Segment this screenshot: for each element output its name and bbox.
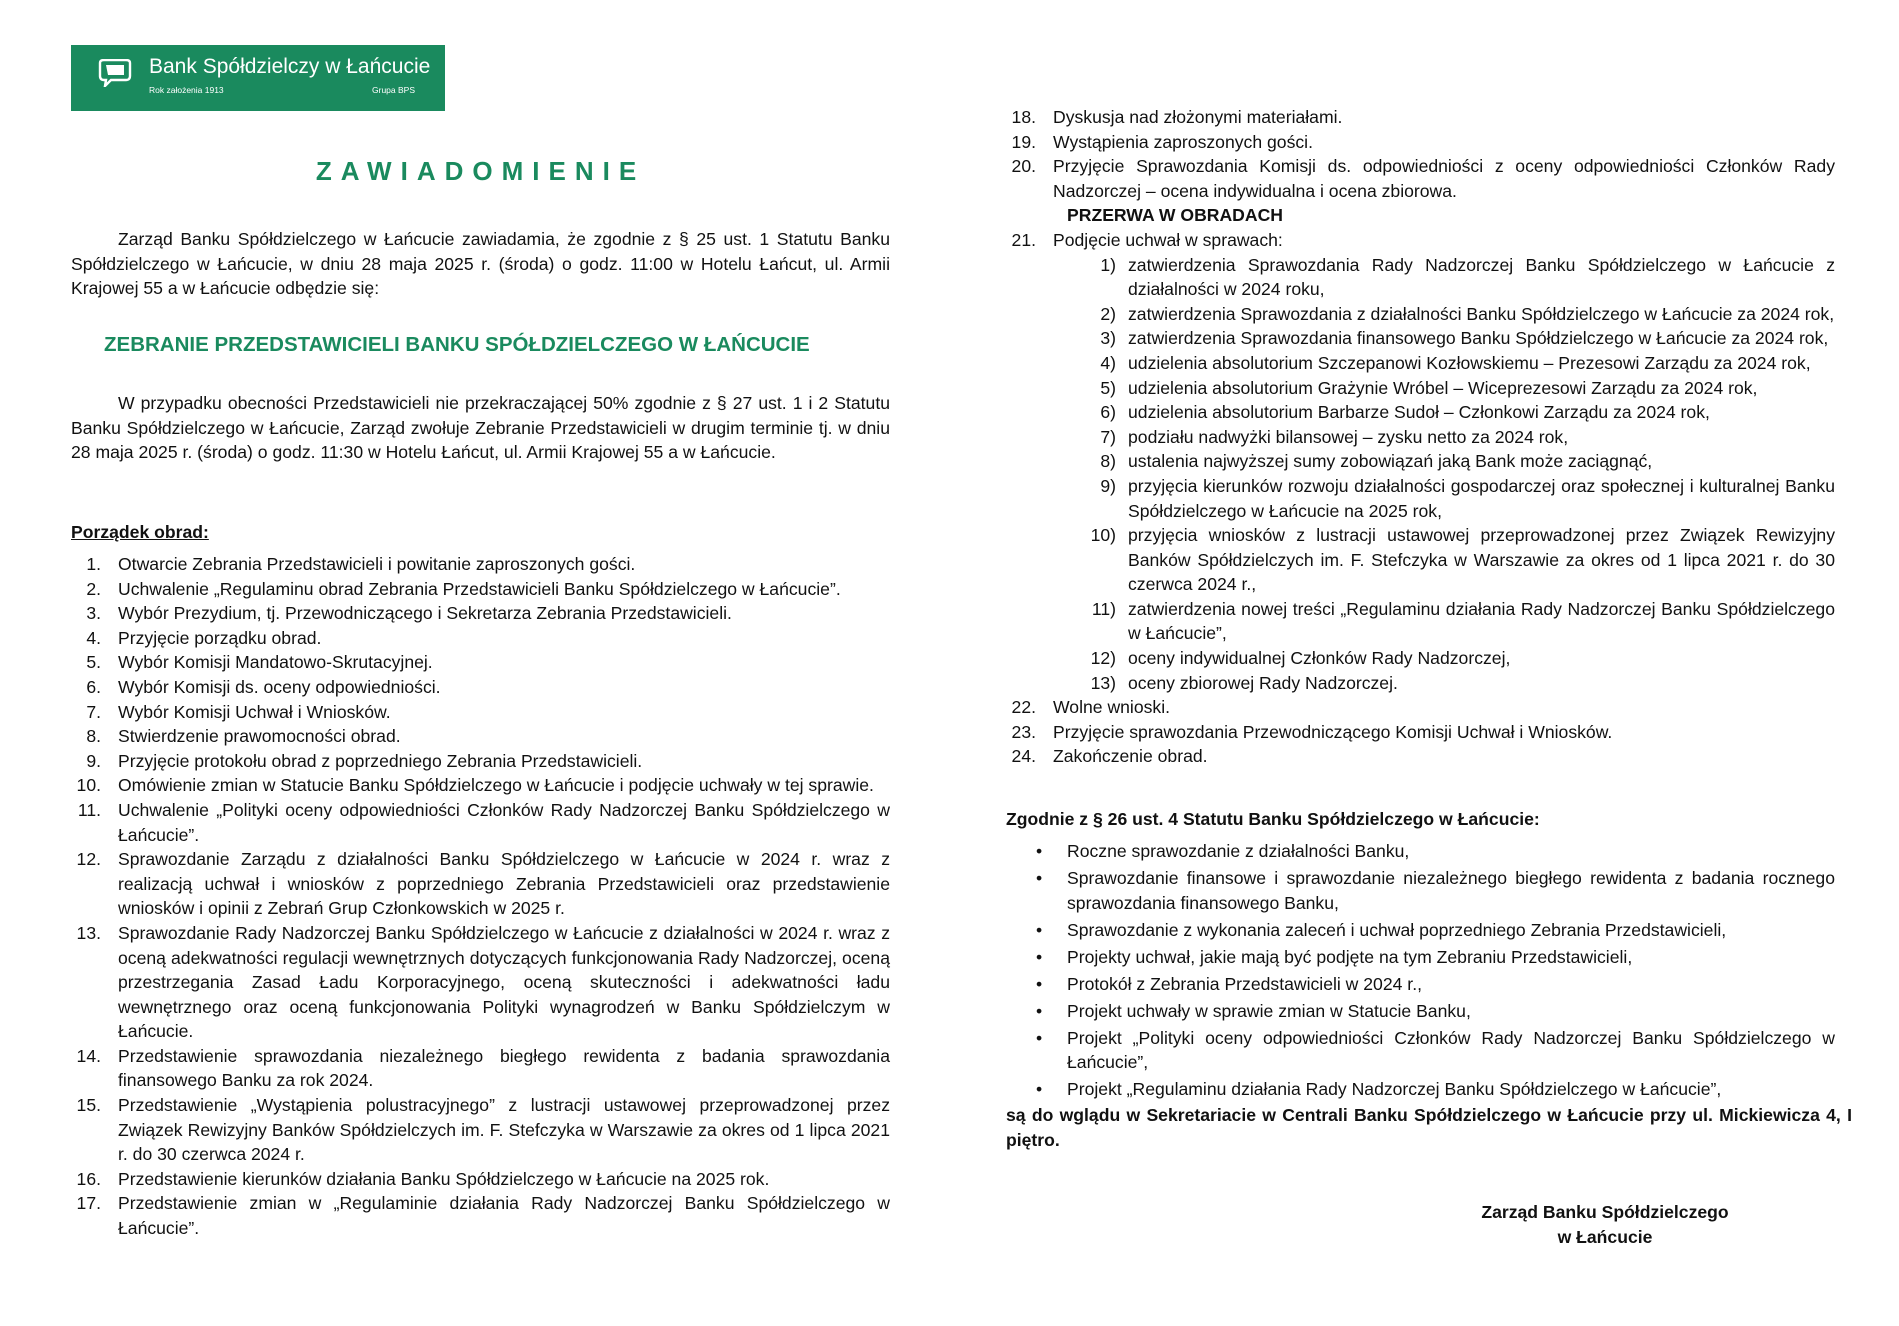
item-number: 19. — [1011, 131, 1036, 152]
bullet-icon: • — [1036, 1027, 1043, 1048]
item-text: przyjęcia kierunków rozwoju działalności gospodarczej oraz społecznej i kulturalnej Banku Spółdzielczego w Łańcucie na 2025 rok, — [1128, 475, 1835, 521]
item-text: Przyjęcie porządku obrad. — [118, 627, 322, 648]
item-text: podziału nadwyżki bilansowej – zysku netto za 2024 rok, — [1128, 426, 1569, 447]
item-number: 5) — [1100, 377, 1116, 398]
item-number: 8) — [1100, 451, 1116, 472]
list-item — [1006, 130, 1835, 155]
item-number: 4) — [1100, 352, 1116, 373]
document-item — [1006, 945, 1835, 970]
bullet-icon: • — [1036, 919, 1043, 940]
bullet-icon: • — [1036, 946, 1043, 967]
item-number: 12. — [76, 849, 101, 870]
item-text: Wybór Komisji ds. oceny odpowiedniości. — [118, 676, 441, 697]
break-label: PRZERWA W OBRADACH — [1067, 205, 1284, 226]
item-text: Uchwalenie „Polityki oceny odpowiedniości Członków Rady Nadzorczej Banku Spółdzielczego w Łańcucie”. — [118, 799, 890, 845]
sub-list-item — [1053, 351, 1835, 376]
sub-list-item — [1053, 376, 1835, 401]
group-name: Grupa BPS — [372, 85, 415, 95]
item-text: udzielenia absolutorium Szczepanowi Kozłowskiemu – Prezesowi Zarządu za 2024 rok, — [1128, 352, 1811, 373]
item-number: 17. — [76, 1193, 101, 1214]
item-text: Dyskusja nad złożonymi materiałami. — [1053, 107, 1343, 127]
sub-list-item — [1053, 523, 1835, 597]
item-number: 20. — [1011, 156, 1036, 177]
list-item — [71, 700, 890, 725]
document-text: Projekt „Polityki oceny odpowiedniości Członków Rady Nadzorczej Banku Spółdzielczego w Łańcucie”, — [1067, 1027, 1835, 1073]
document-item — [1006, 1026, 1835, 1075]
signature-line-1: Zarząd Banku Spółdzielczego — [1481, 1202, 1729, 1222]
item-number: 13. — [76, 922, 101, 943]
item-text: zatwierdzenia Sprawozdania Rady Nadzorczej Banku Spółdzielczego w Łańcucie z działalności w 2024 roku, — [1128, 254, 1835, 300]
item-number: 9) — [1100, 475, 1116, 496]
item-text: Stwierdzenie prawomocności obrad. — [118, 726, 401, 747]
sub-list-item — [1053, 400, 1835, 425]
item-text: Wolne wnioski. — [1053, 697, 1171, 718]
intro-paragraph: Zarząd Banku Spółdzielczego w Łańcucie zawiadamia, że zgodnie z § 25 ust. 1 Statutu Banku Spółdzielczego w Łańcucie, w dniu 28 maja 2025 r. (środa) o godz. 11:00 w Hotelu Łańcut, ul. Armii Krajowej 55 a w Łańcucie odbędzie się: — [71, 229, 890, 299]
list-item — [1006, 744, 1835, 769]
item-number: 5. — [86, 652, 101, 673]
item-text: udzielenia absolutorium Barbarze Sudoł – Członkowi Zarządu za 2024 rok, — [1128, 402, 1710, 423]
item-text: Wystąpienia zaproszonych gości. — [1053, 131, 1313, 152]
item-text: Wybór Komisji Mandatowo-Skrutacyjnej. — [118, 652, 433, 673]
item-text: Przedstawienie „Wystąpienia polustracyjnego” z lustracji ustawowej przeprowadzonej przez Związek Rewizyjny Banków Spółdzielczych im. F. Stefczyka w Warszawie za okres od 1 lipca 2021 r. do 30 czerwca 2024 r. — [118, 1095, 890, 1165]
item-number: 6) — [1100, 402, 1116, 423]
document-text: Projekt uchwały w sprawie zmian w Statucie Banku, — [1067, 1000, 1471, 1021]
item-text: Podjęcie uchwał w sprawach: — [1053, 229, 1283, 250]
sub-list-item — [1053, 302, 1835, 327]
document-item — [1006, 999, 1835, 1024]
sub-list-item — [1053, 671, 1835, 696]
list-item — [71, 552, 890, 577]
signature — [1440, 1200, 1770, 1249]
item-text: Otwarcie Zebrania Przedstawicieli i powitanie zaproszonych gości. — [118, 554, 636, 574]
bullet-icon: • — [1036, 1000, 1043, 1021]
item-number: 14. — [76, 1045, 101, 1066]
item-number: 12) — [1090, 648, 1116, 669]
item-text: Przedstawienie kierunków działania Banku Spółdzielczego w Łańcucie na 2025 rok. — [118, 1168, 770, 1189]
item-text: Sprawozdanie Zarządu z działalności Banku Spółdzielczego w Łańcucie w 2024 r. wraz z realizacją uchwał i wniosków z poprzedniego Zebrania Przedstawicieli oraz przedstawienie wniosków i opinii z Zebrań Grup Członkowskich w 2025 r. — [118, 849, 890, 919]
meeting-headline: ZEBRANIE PRZEDSTAWICIELI BANKU SPÓŁDZIELCZEGO W ŁAŃCUCIE — [104, 333, 810, 356]
item-text: Sprawozdanie Rady Nadzorczej Banku Spółdzielczego w Łańcucie z działalności w 2024 r. wraz z oceną adekwatności regulacji wewnętrznych dotyczących funkcjonowania Rady Nadzorczej, oceną przestrzegania Zasad Ładu Korporacyjnego, oceną skuteczności i adekwatności ładu wewnętrznego oraz oceną funkcjonowania Polityki wynagrodzeń w Banku Spółdzielczym w Łańcucie. — [118, 922, 890, 1042]
item-number: 6. — [86, 676, 101, 697]
resolution-sublist — [1053, 253, 1835, 696]
item-number: 4. — [86, 627, 101, 648]
list-item — [1006, 154, 1835, 203]
list-item — [71, 1044, 890, 1093]
sub-list-item — [1053, 474, 1835, 523]
agenda-list-right — [1006, 105, 1835, 769]
document-item — [1006, 839, 1835, 864]
bullet-icon: • — [1036, 1079, 1043, 1100]
item-number: 11) — [1091, 598, 1116, 619]
item-number: 2) — [1100, 303, 1116, 324]
item-number: 1) — [1100, 254, 1116, 275]
document-item — [1006, 1077, 1835, 1102]
item-number: 1. — [86, 554, 101, 574]
bank-logo-icon — [97, 59, 133, 87]
item-text: Przedstawienie zmian w „Regulaminie działania Rady Nadzorczej Banku Spółdzielczego w Łańcucie”. — [118, 1193, 890, 1239]
item-text: Omówienie zmian w Statucie Banku Spółdzielczego w Łańcucie i podjęcie uchwały w tej sprawie. — [118, 775, 874, 796]
document-text: Sprawozdanie z wykonania zaleceń i uchwał poprzedniego Zebrania Przedstawicieli, — [1067, 919, 1727, 940]
item-number: 18. — [1011, 107, 1036, 127]
item-text: zatwierdzenia nowej treści „Regulaminu działania Rady Nadzorczej Banku Spółdzielczego w Łańcucie”, — [1128, 598, 1835, 644]
list-item — [71, 1167, 890, 1192]
list-item — [1006, 105, 1835, 130]
item-number: 21. — [1011, 229, 1036, 250]
list-item — [71, 601, 890, 626]
bank-name: Bank Spółdzielczy w Łańcucie — [149, 55, 431, 78]
bank-logo — [71, 45, 445, 111]
item-text: Przedstawienie sprawozdania niezależnego biegłego rewidenta z badania sprawozdania finansowego Banku za rok 2024. — [118, 1045, 890, 1091]
list-item — [71, 921, 890, 1044]
item-number: 24. — [1011, 746, 1036, 767]
item-text: Przyjęcie protokołu obrad z poprzedniego Zebrania Przedstawicieli. — [118, 750, 643, 771]
document-text: Protokół z Zebrania Przedstawicieli w 2024 r., — [1067, 973, 1422, 994]
item-number: 11. — [77, 799, 101, 820]
second-term-paragraph: W przypadku obecności Przedstawicieli nie przekraczającej 50% zgodnie z § 27 ust. 1 i 2 Statutu Banku Spółdzielczego w Łańcucie, Zarząd zwołuje Zebranie Przedstawicieli w drugim terminie tj. w dniu 28 maja 2025 r. (środa) o godz. 11:30 w Hotelu Łańcut, ul. Armii Krajowej 55 a w Łańcucie. — [71, 393, 890, 463]
list-item — [71, 675, 890, 700]
item-text: Wybór Komisji Uchwał i Wniosków. — [118, 701, 391, 722]
signature-line-2: w Łańcucie — [1557, 1226, 1653, 1247]
item-number: 22. — [1011, 697, 1036, 718]
list-item — [71, 650, 890, 675]
list-item — [1006, 695, 1835, 720]
item-number: 16. — [76, 1168, 101, 1189]
item-number: 2. — [86, 578, 101, 599]
list-item — [1006, 228, 1835, 695]
item-text: Przyjęcie sprawozdania Przewodniczącego Komisji Uchwał i Wniosków. — [1053, 721, 1613, 742]
document-text: Roczne sprawozdanie z działalności Banku, — [1067, 841, 1410, 861]
item-text: udzielenia absolutorium Grażynie Wróbel – Wiceprezesowi Zarządu za 2024 rok, — [1128, 377, 1758, 398]
sub-list-item — [1053, 449, 1835, 474]
access-note: są do wglądu w Sekretariacie w Centrali Banku Spółdzielczego w Łańcucie przy ul. Mickiewicza 4, I piętro. — [1006, 1105, 1852, 1150]
list-item — [71, 847, 890, 921]
sub-list-item — [1053, 326, 1835, 351]
agenda-item-21 — [1006, 228, 1835, 695]
item-text: oceny zbiorowej Rady Nadzorczej. — [1128, 672, 1398, 693]
bullet-icon: • — [1036, 841, 1043, 861]
document-text: Projekt „Regulaminu działania Rady Nadzorczej Banku Spółdzielczego w Łańcucie”, — [1067, 1079, 1722, 1100]
item-number: 3. — [86, 603, 101, 624]
item-text: oceny indywidualnej Członków Rady Nadzorczej, — [1128, 648, 1511, 669]
list-item — [71, 749, 890, 774]
documents-title: Zgodnie z § 26 ust. 4 Statutu Banku Spółdzielczego w Łańcucie: — [1006, 809, 1540, 829]
agenda-items-22-24 — [1006, 695, 1835, 769]
item-text: Przyjęcie Sprawozdania Komisji ds. odpowiedniości z oceny odpowiedniości Członków Rady Nadzorczej – ocena indywidualna i ocena zbiorowa. — [1053, 156, 1835, 201]
item-number: 7. — [86, 701, 101, 722]
item-number: 23. — [1011, 721, 1036, 742]
document-title: ZAWIADOMIENIE — [315, 156, 646, 186]
agenda-list-left — [71, 552, 890, 1241]
list-item — [71, 798, 890, 847]
item-text: Zakończenie obrad. — [1053, 746, 1208, 767]
item-number: 15. — [76, 1095, 101, 1116]
list-item — [71, 577, 890, 602]
document-text: Sprawozdanie finansowe i sprawozdanie niezależnego biegłego rewidenta z badania rocznego sprawozdania finansowego Banku, — [1067, 867, 1835, 913]
item-number: 7) — [1100, 426, 1116, 447]
sub-list-item — [1053, 425, 1835, 450]
list-item — [1006, 720, 1835, 745]
list-item — [71, 1191, 890, 1240]
sub-list-item — [1053, 253, 1835, 302]
item-number: 10. — [76, 775, 101, 796]
agenda-title: Porządek obrad: — [71, 522, 209, 542]
item-text: Wybór Prezydium, tj. Przewodniczącego i Sekretarza Zebrania Przedstawicieli. — [118, 603, 732, 624]
list-item — [71, 626, 890, 651]
document-item — [1006, 918, 1835, 943]
item-text: ustalenia najwyższej sumy zobowiązań jaką Bank może zaciągnąć, — [1128, 451, 1653, 472]
document-item — [1006, 972, 1835, 997]
item-text: przyjęcia wniosków z lustracji ustawowej przeprowadzonej przez Związek Rewizyjny Banków Spółdzielczych im. F. Stefczyka w Warszawie za okres od 1 lipca 2021 r. do 30 czerwca 2024 r., — [1128, 525, 1835, 595]
item-number: 13) — [1090, 672, 1116, 693]
bullet-icon: • — [1036, 867, 1043, 888]
founding-year: Rok założenia 1913 — [149, 85, 224, 95]
item-number: 9. — [86, 750, 101, 771]
item-number: 10) — [1090, 525, 1116, 546]
item-number: 3) — [1100, 328, 1116, 349]
list-item — [71, 1093, 890, 1167]
bullet-icon: • — [1036, 973, 1043, 994]
sub-list-item — [1053, 646, 1835, 671]
sub-list-item — [1053, 597, 1835, 646]
item-number: 8. — [86, 726, 101, 747]
item-text: zatwierdzenia Sprawozdania finansowego Banku Spółdzielczego w Łańcucie za 2024 rok, — [1128, 328, 1829, 349]
document-text: Projekty uchwał, jakie mają być podjęte na tym Zebraniu Przedstawicieli, — [1067, 946, 1633, 967]
documents-list — [1006, 839, 1835, 1104]
list-item — [71, 724, 890, 749]
document-item — [1006, 866, 1835, 915]
item-text: zatwierdzenia Sprawozdania z działalności Banku Spółdzielczego w Łańcucie za 2024 rok, — [1128, 303, 1835, 324]
list-item — [71, 773, 890, 798]
item-text: Uchwalenie „Regulaminu obrad Zebrania Przedstawicieli Banku Spółdzielczego w Łańcucie”. — [118, 578, 841, 599]
agenda-items-18-20 — [1006, 105, 1835, 203]
